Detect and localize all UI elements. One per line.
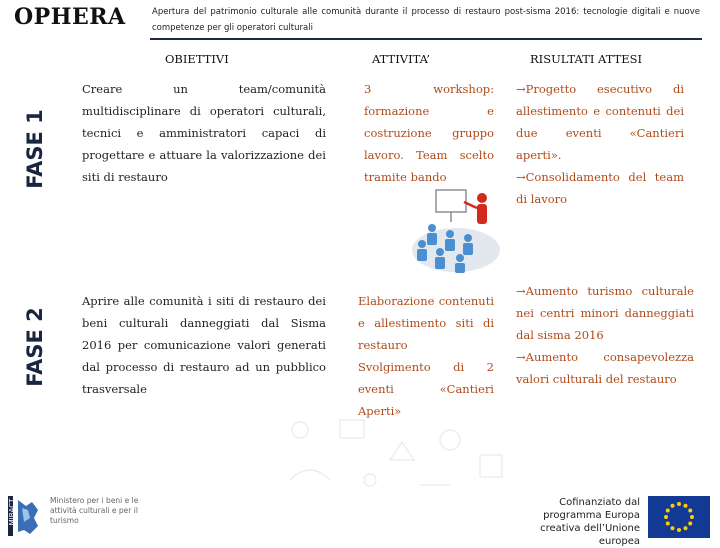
eu-star-icon	[671, 504, 675, 508]
column-heading-attivita: ATTIVITA’	[372, 52, 430, 66]
column-heading-obiettivi: OBIETTIVI	[165, 52, 229, 66]
fase1-attivita-text: 3 workshop: formazione e costruzione gruppo lavoro. Team scelto tramite bando	[364, 82, 494, 184]
eu-star-icon	[690, 515, 694, 519]
fase2-risultati-block	[516, 280, 694, 390]
ministry-text: Ministero per i beni e le attività culturali e per il turismo	[50, 496, 139, 525]
fase2-risultato-2: →Aumento consapevolezza valori culturali del restauro	[516, 350, 694, 386]
eu-star-icon	[677, 528, 681, 532]
eu-star-icon	[688, 509, 692, 513]
eu-star-icon	[664, 515, 668, 519]
phase-label-2: FASE 2	[23, 307, 47, 387]
eu-star-icon	[671, 526, 675, 530]
fase2-risultato-1: →Aumento turismo culturale nei centri minori danneggiati dal sisma 2016	[516, 284, 694, 342]
header-divider	[150, 38, 702, 40]
eu-flag-icon	[648, 496, 710, 538]
cofinanced-text: Cofinanziato dal programma Europa creativa dell’Unione europea	[540, 497, 640, 547]
column-heading-risultati: RISULTATI ATTESI	[530, 52, 643, 66]
fase1-obiettivi-text: Creare un team/comunità multidisciplinare di operatori culturali, tecnici e amministratori capaci di progettare e attuare la valorizzazione dei siti di restauro	[82, 82, 326, 184]
eu-star-icon	[666, 522, 670, 526]
background-watermark	[270, 400, 520, 500]
eu-star-icon	[688, 522, 692, 526]
fase2-obiettivi-text: Aprire alle comunità i siti di restauro dei beni culturali danneggiati dal Sisma 2016 per comunicazione valori generati dal processo di restauro ad un pubblico trasversale	[82, 294, 326, 396]
fase2-attivita-2: Svolgimento di 2 eventi «Cantieri Aperti»	[358, 360, 494, 418]
fase1-risultati-block	[516, 78, 684, 210]
eu-star-icon	[684, 526, 688, 530]
presentation-icon	[410, 180, 502, 276]
project-subtitle: Apertura del patrimonio culturale alle comunità durante il processo di restauro post-sisma 2016: tecnologie digitali e nuove competenze per gli operatori culturali	[152, 7, 700, 33]
eu-star-icon	[677, 502, 681, 506]
fase1-risultato-1: →Progetto esecutivo di allestimento e contenuti dei due eventi «Cantieri aperti».	[516, 82, 684, 162]
phase-label-1: FASE 1	[23, 109, 47, 189]
fase2-attivita-1: Elaborazione contenuti e allestimento siti di restauro	[358, 294, 494, 352]
fase1-risultato-2: →Consolidamento del team di lavoro	[516, 170, 684, 206]
eu-star-icon	[666, 509, 670, 513]
eu-star-icon	[684, 504, 688, 508]
ministry-side-label: MIBACT	[8, 498, 16, 526]
brand-title: OPHERA	[14, 4, 126, 30]
